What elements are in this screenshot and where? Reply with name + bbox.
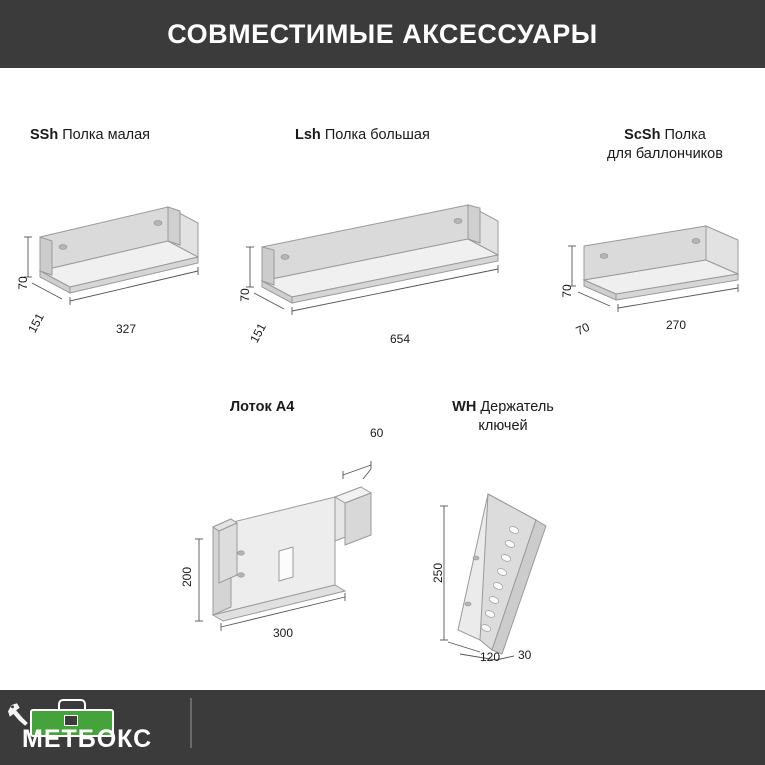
product-tray-code: Лоток	[230, 399, 272, 415]
product-ssh-title	[18, 126, 258, 145]
product-wh-name: Держатель	[480, 399, 554, 415]
brand-name: МЕТБОКС	[22, 724, 153, 753]
product-lsh-title	[240, 126, 560, 145]
product-scsh-title	[560, 126, 760, 164]
product-ssh-dim-height: 70	[16, 276, 30, 290]
product-scsh-name: Полка	[664, 127, 706, 143]
product-wh-dim-height: 250	[431, 562, 445, 584]
product-wh-dim-thickness: 30	[518, 648, 532, 662]
product-wh-name2: ключей	[478, 418, 528, 434]
products-area	[0, 68, 765, 690]
brand-logo[interactable]	[8, 695, 193, 761]
product-lsh-dim-width: 654	[390, 332, 411, 346]
product-ssh-drawing	[18, 159, 258, 319]
page-header	[0, 0, 765, 68]
product-lsh	[238, 126, 560, 346]
product-tray-title	[175, 398, 425, 417]
product-ssh-code: SSh	[30, 127, 59, 143]
product-scsh-dim-height: 70	[560, 284, 574, 298]
product-tray-name: A4	[275, 399, 295, 415]
product-tray-dim-depth: 60	[370, 426, 384, 440]
product-lsh-dim-depth: 151	[247, 320, 269, 346]
product-tray-dim-width: 300	[273, 626, 294, 640]
product-lsh-drawing	[240, 159, 560, 329]
product-scsh	[560, 126, 760, 339]
product-wh-dim-width: 120	[480, 650, 501, 664]
product-scsh-name2: для баллончиков	[607, 146, 723, 162]
page-title: СОВМЕСТИМЫЕ АКСЕССУАРЫ	[167, 18, 598, 49]
product-tray-dim-height: 200	[180, 566, 194, 588]
product-wh-code: WH	[452, 399, 477, 415]
product-ssh-dim-depth: 151	[25, 310, 47, 336]
product-lsh-code: Lsh	[295, 127, 321, 143]
product-wh-drawing	[418, 454, 618, 664]
page-footer	[0, 690, 765, 765]
product-scsh-code: ScSh	[624, 127, 661, 143]
product-ssh	[16, 126, 258, 336]
product-tray-drawing	[175, 435, 425, 635]
product-lsh-dim-height: 70	[238, 288, 252, 302]
product-ssh-dim-width: 327	[116, 322, 137, 336]
product-lsh-name: Полка большая	[324, 127, 430, 143]
footer-divider	[190, 698, 192, 748]
product-wh	[418, 398, 618, 664]
product-tray	[175, 398, 425, 640]
product-scsh-drawing	[560, 174, 760, 334]
product-wh-title	[418, 398, 588, 436]
product-ssh-name: Полка малая	[62, 127, 151, 143]
product-scsh-dim-depth: 70	[573, 319, 592, 339]
product-scsh-dim-width: 270	[666, 318, 687, 332]
